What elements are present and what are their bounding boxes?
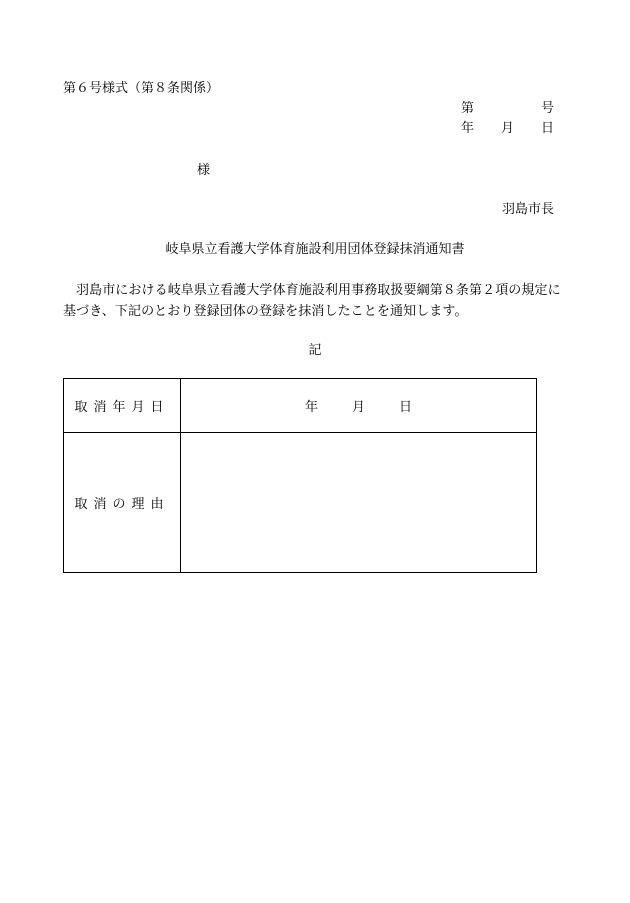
table-row-cancel-date (64, 379, 537, 433)
cancel-date-value (181, 379, 537, 433)
date-month: 月 (500, 121, 514, 136)
number-prefix: 第 (461, 101, 475, 116)
issue-date-line (461, 122, 554, 135)
cancel-reason-value (181, 433, 537, 573)
cancel-date-day: 日 (399, 400, 413, 415)
date-day: 日 (540, 121, 554, 136)
cancel-reason-label: 取消の理由 (64, 433, 181, 573)
cancel-date-year: 年 (304, 400, 318, 415)
issuer-name: 羽島市長 (502, 202, 555, 217)
record-table (63, 378, 537, 573)
document-title: 岐阜県立看護大学体育施設利用団体登録抹消通知書 (165, 242, 465, 257)
ki-heading: 記 (308, 343, 322, 358)
cancel-date-label: 取消年月日 (64, 379, 181, 433)
document-number-line (461, 102, 554, 115)
number-suffix: 号 (540, 101, 554, 116)
cancel-date-month: 月 (351, 400, 365, 415)
table-row-cancel-reason (64, 433, 537, 573)
date-year: 年 (461, 121, 475, 136)
addressee-honorific: 様 (197, 163, 211, 178)
form-number-label: 第６号様式（第８条関係） (63, 81, 220, 96)
body-paragraph: 羽島市における岐阜県立看護大学体育施設利用事務取扱要綱第８条第２項の規定に基づき、下記のとおり登録団体の登録を抹消したことを通知します。 (63, 283, 561, 319)
